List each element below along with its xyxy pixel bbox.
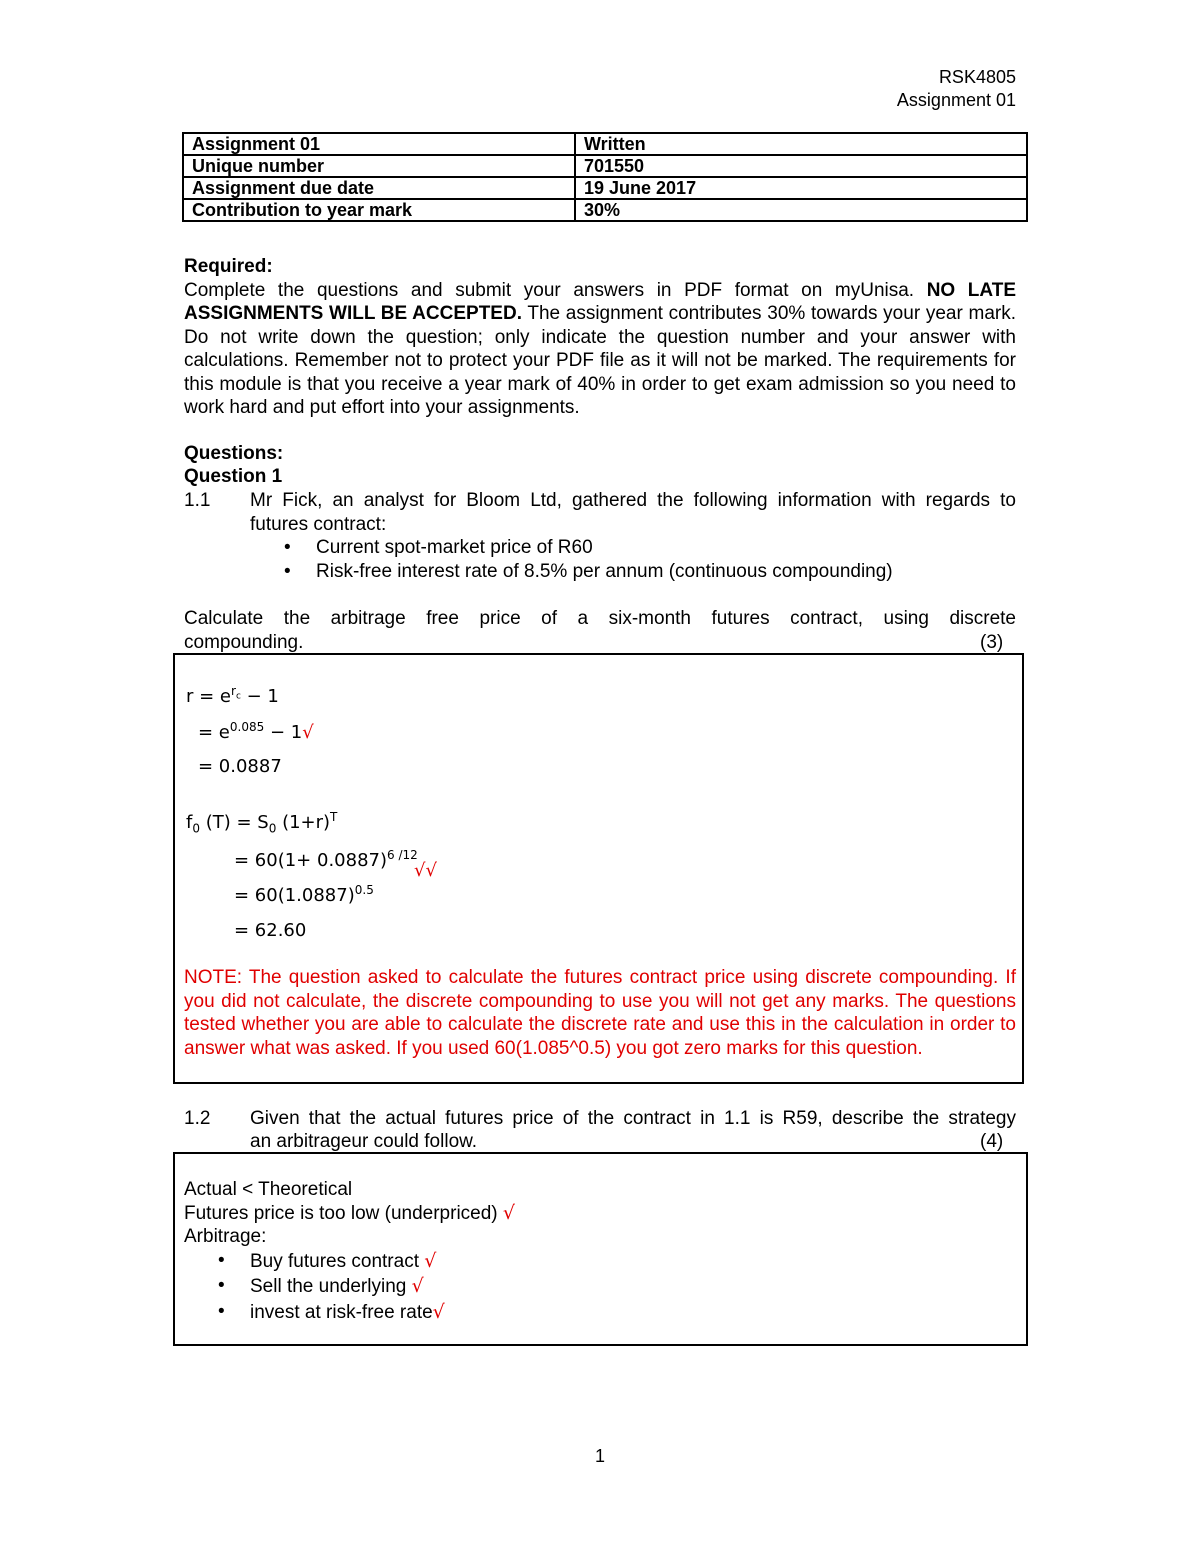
answer-1-1-note: NOTE: The question asked to calculate the futures contract price using discrete compounding. If you did not calculate, the discrete compounding to use you will not get any marks. The questions tested whether you are able to calculate the discrete rate and use this in the calculation in order to answer what was asked. If you used 60(1.085^0.5) you got zero marks for this question. bbox=[184, 967, 1016, 1059]
list-item-text: Buy futures contract bbox=[250, 1250, 425, 1272]
answer-text: Futures price is too low (underpriced) bbox=[184, 1202, 503, 1224]
answer-line-futures-formula bbox=[186, 810, 338, 836]
q1-2-number: 1.2 bbox=[184, 1108, 211, 1129]
required-text-bold: NO LATE ASSIGNMENTS WILL BE ACCEPTED. bbox=[184, 279, 1016, 324]
q1-1-task-line2: compounding. bbox=[184, 632, 304, 653]
tick-mark: √ bbox=[424, 1249, 437, 1272]
list-item: • Risk-free interest rate of 8.5% per annum (continuous compounding) bbox=[316, 560, 1016, 584]
formula-part: r = e bbox=[186, 686, 231, 707]
table-value: 30% bbox=[575, 199, 1027, 221]
answer-line-futures-substitute bbox=[234, 850, 418, 871]
assignment-info-table bbox=[182, 132, 1028, 222]
list-item bbox=[250, 1300, 1004, 1326]
formula-sup: 0.085 bbox=[229, 720, 265, 734]
table-row bbox=[183, 177, 1027, 199]
answer-1-2-content bbox=[184, 1178, 1004, 1325]
table-label: Unique number bbox=[183, 155, 575, 177]
required-text bbox=[184, 279, 1016, 420]
formula-part: − 1 bbox=[240, 686, 279, 707]
answer-line-r-result: = 0.0887 bbox=[198, 756, 282, 777]
formula-sup: 6 /12 bbox=[387, 848, 418, 862]
formula-part: = 60(1+ 0.0887) bbox=[234, 850, 387, 871]
answer-line-futures-simplify bbox=[234, 885, 374, 906]
page-number: 1 bbox=[594, 1446, 605, 1466]
answer-1-2-line1: Actual < Theoretical bbox=[184, 1179, 353, 1200]
required-section bbox=[184, 255, 1016, 420]
q1-2-marks: (4) bbox=[980, 1131, 1004, 1152]
table-row bbox=[183, 199, 1027, 221]
tick-mark: √ bbox=[302, 722, 314, 743]
table-value: Written bbox=[575, 133, 1027, 155]
formula-sup: 0.5 bbox=[354, 883, 374, 897]
table-label: Assignment due date bbox=[183, 177, 575, 199]
tick-mark: √ bbox=[432, 1300, 445, 1323]
answer-line-r-substitute bbox=[198, 722, 314, 743]
double-tick-mark: √√ bbox=[414, 860, 437, 881]
list-item bbox=[250, 1249, 1004, 1275]
formula-part: = 60(1.0887) bbox=[234, 885, 355, 906]
formula-part: (T) = S bbox=[199, 812, 269, 833]
table-row bbox=[183, 133, 1027, 155]
required-heading: Required: bbox=[184, 256, 273, 277]
q1-1-text: Mr Fick, an analyst for Bloom Ltd, gathered the following information with regards to futures contract: bbox=[250, 490, 1016, 535]
table-value: 19 June 2017 bbox=[575, 177, 1027, 199]
table-value: 701550 bbox=[575, 155, 1027, 177]
formula-sup: r bbox=[231, 684, 236, 698]
q1-1-marks: (3) bbox=[980, 632, 1004, 653]
required-text-b: The assignment contributes 30% towards your year mark. Do not write down the question; only indicate the question number and your answer with calculations. Remember not to protect your PDF file as it will not be marked. The requirements for this module is that you receive a year mark of 40% in order to get exam admission so you need to work hard and put effort into your assignments. bbox=[184, 303, 1016, 418]
list-item bbox=[250, 1274, 1004, 1300]
formula-part: (1+r) bbox=[276, 812, 331, 833]
answer-line-r-formula bbox=[186, 686, 279, 707]
table-label: Assignment 01 bbox=[183, 133, 575, 155]
q1-1-task-line1: Calculate the arbitrage free price of a six-month futures contract, using discrete bbox=[184, 608, 1016, 629]
tick-mark: √ bbox=[411, 1275, 424, 1297]
course-code: RSK4805 bbox=[938, 67, 1016, 87]
formula-part: f bbox=[186, 812, 193, 833]
q1-1-bullets bbox=[316, 536, 1016, 584]
list-item-text: invest at risk-free rate bbox=[250, 1301, 433, 1323]
q1-1-number: 1.1 bbox=[184, 490, 211, 511]
answer-line-futures-result: = 62.60 bbox=[234, 920, 307, 941]
table-label: Contribution to year mark bbox=[183, 199, 575, 221]
table-row bbox=[183, 155, 1027, 177]
answer-1-2-line2 bbox=[184, 1202, 1004, 1226]
required-text-a: Complete the questions and submit your answers in PDF format on myUnisa. bbox=[184, 279, 927, 301]
list-item: • Current spot-market price of R60 bbox=[316, 536, 1016, 560]
question1-heading: Question 1 bbox=[184, 466, 283, 487]
list-item-text: Sell the underlying bbox=[250, 1276, 412, 1297]
tick-mark: √ bbox=[502, 1201, 516, 1224]
q1-2-line2: an arbitrageur could follow. bbox=[250, 1131, 478, 1152]
q1-2-line1: Given that the actual futures price of the contract in 1.1 is R59, describe the strategy bbox=[250, 1108, 1016, 1129]
formula-part: − 1 bbox=[264, 722, 303, 743]
assignment-label: Assignment 01 bbox=[896, 90, 1016, 110]
formula-subsup: c bbox=[235, 691, 241, 702]
formula-sub: 0 bbox=[192, 821, 200, 836]
questions-heading: Questions: bbox=[184, 443, 284, 464]
formula-sub: 0 bbox=[268, 821, 277, 836]
formula-part: = e bbox=[198, 722, 230, 743]
formula-sup: T bbox=[330, 810, 338, 824]
answer-1-2-line3: Arbitrage: bbox=[184, 1226, 267, 1247]
